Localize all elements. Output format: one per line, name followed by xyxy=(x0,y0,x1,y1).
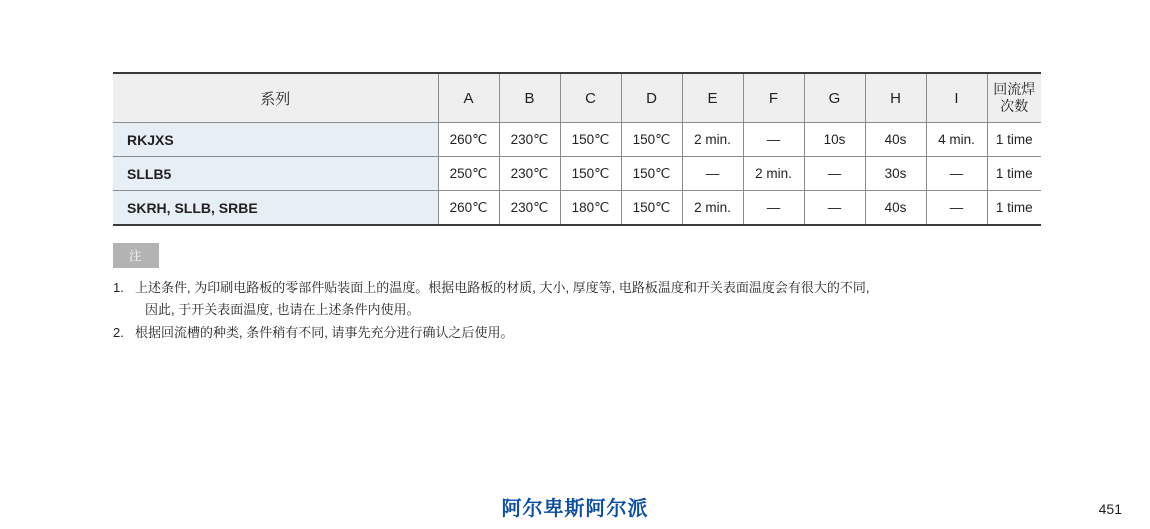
table-row xyxy=(113,191,1041,226)
column-header-c: C xyxy=(560,73,621,123)
page-number: 451 xyxy=(1098,501,1122,517)
column-header-g: G xyxy=(804,73,865,123)
notes-badge: 注 xyxy=(113,243,159,268)
cell-c: 180℃ xyxy=(560,191,621,226)
cell-f: — xyxy=(743,191,804,226)
note-number: 2. xyxy=(113,324,124,340)
cell-reflow-count: 1 time xyxy=(987,157,1041,191)
column-header-d: D xyxy=(621,73,682,123)
column-header-a: A xyxy=(438,73,499,123)
cell-b: 230℃ xyxy=(499,191,560,226)
cell-series: SLLB5 xyxy=(113,157,438,191)
cell-i: — xyxy=(926,191,987,226)
cell-b: 230℃ xyxy=(499,123,560,157)
cell-a: 260℃ xyxy=(438,191,499,226)
note-text: 根据回流槽的种类, 条件稍有不同, 请事先充分进行确认之后使用。 xyxy=(135,324,514,340)
note-item xyxy=(113,277,1063,299)
note-number: 1. xyxy=(113,280,124,295)
cell-i: 4 min. xyxy=(926,123,987,157)
table-row xyxy=(113,123,1041,157)
cell-reflow-count: 1 time xyxy=(987,123,1041,157)
cell-d: 150℃ xyxy=(621,191,682,226)
cell-a: 250℃ xyxy=(438,157,499,191)
cell-g: 10s xyxy=(804,123,865,157)
cell-series: SKRH, SLLB, SRBE xyxy=(113,191,438,226)
cell-f: 2 min. xyxy=(743,157,804,191)
cell-c: 150℃ xyxy=(560,123,621,157)
cell-f: — xyxy=(743,123,804,157)
cell-d: 150℃ xyxy=(621,157,682,191)
note-text: 上述条件, 为印刷电路板的零部件贴装面上的温度。根据电路板的材质, 大小, 厚度等, 电路板温度和开关表面温度会有很大的不同, xyxy=(135,280,870,295)
note-continuation: 因此, 于开关表面温度, 也请在上述条件内使用。 xyxy=(145,302,420,318)
cell-e: 2 min. xyxy=(682,123,743,157)
cell-a: 260℃ xyxy=(438,123,499,157)
column-header-f: F xyxy=(743,73,804,123)
reflow-header-line1: 回流焊 xyxy=(993,80,1036,97)
column-header-e: E xyxy=(682,73,743,123)
table-header xyxy=(113,73,1041,123)
cell-i: — xyxy=(926,157,987,191)
cell-h: 40s xyxy=(865,123,926,157)
cell-series: RKJXS xyxy=(113,123,438,157)
reflow-conditions-table xyxy=(113,72,1041,226)
cell-g: — xyxy=(804,191,865,226)
column-header-i: I xyxy=(926,73,987,123)
table-body xyxy=(113,123,1041,226)
column-header-reflow-count xyxy=(987,73,1041,123)
cell-reflow-count: 1 time xyxy=(987,191,1041,226)
notes-list xyxy=(113,277,1063,344)
column-header-b: B xyxy=(499,73,560,123)
cell-c: 150℃ xyxy=(560,157,621,191)
cell-b: 230℃ xyxy=(499,157,560,191)
cell-e: 2 min. xyxy=(682,191,743,226)
spec-table xyxy=(113,72,1041,226)
notes-section xyxy=(113,243,1063,344)
cell-h: 40s xyxy=(865,191,926,226)
footer-brand: 阿尔卑斯阿尔派 xyxy=(501,498,649,520)
cell-h: 30s xyxy=(865,157,926,191)
cell-d: 150℃ xyxy=(621,123,682,157)
cell-e: — xyxy=(682,157,743,191)
table-header-row xyxy=(113,73,1041,123)
reflow-header-line2: 次数 xyxy=(1000,98,1029,114)
cell-g: — xyxy=(804,157,865,191)
note-item xyxy=(113,322,1063,344)
column-header-series: 系列 xyxy=(113,73,438,123)
column-header-h: H xyxy=(865,73,926,123)
table-row xyxy=(113,157,1041,191)
